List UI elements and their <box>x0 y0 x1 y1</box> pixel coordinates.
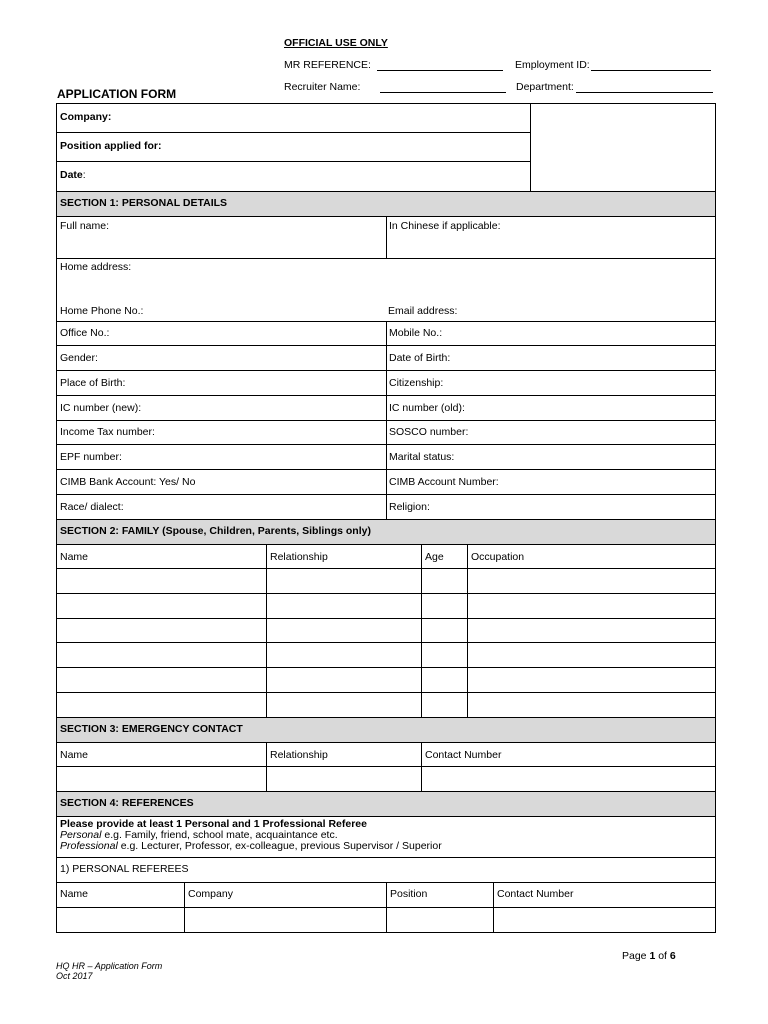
office-no-label: Office No.: <box>60 327 110 339</box>
table-row[interactable] <box>57 693 715 717</box>
table-row[interactable] <box>57 767 715 791</box>
employment-id-label: Employment ID: <box>515 59 590 71</box>
family-col-occupation: Occupation <box>471 551 525 563</box>
referee-col-contact: Contact Number <box>497 888 574 900</box>
income-tax-label: Income Tax number: <box>60 426 155 438</box>
referee-col-company: Company <box>188 888 233 900</box>
citizenship-label: Citizenship: <box>389 377 444 389</box>
emergency-col-name: Name <box>60 749 89 761</box>
recruiter-name-label: Recruiter Name: <box>284 81 361 93</box>
cimb-bank-account-label: CIMB Bank Account: Yes/ No <box>60 476 196 488</box>
home-phone-label: Home Phone No.: <box>60 305 144 317</box>
referee-col-name: Name <box>60 888 89 900</box>
page-number: Page 1 of 6 <box>622 950 676 962</box>
epf-label: EPF number: <box>60 451 122 463</box>
company-label: Company: <box>60 111 112 123</box>
mr-reference-label: MR REFERENCE: <box>284 59 371 71</box>
personal-referee-note: Personal e.g. Family, friend, school mate, acquaintance etc. <box>60 829 338 841</box>
position-label: Position applied for: <box>60 140 162 152</box>
full-name-label: Full name: <box>60 220 110 232</box>
chinese-name-label: In Chinese if applicable: <box>389 220 501 232</box>
table-row[interactable] <box>57 643 715 667</box>
section3-title: SECTION 3: EMERGENCY CONTACT <box>60 723 243 735</box>
emergency-col-relationship: Relationship <box>270 749 328 761</box>
professional-referee-note: Professional e.g. Lecturer, Professor, ex-colleague, previous Supervisor / Superior <box>60 840 442 852</box>
employment-id-line[interactable] <box>591 70 711 71</box>
emergency-col-contact: Contact Number <box>425 749 502 761</box>
email-label: Email address: <box>388 305 458 317</box>
date-label: Date: <box>60 169 86 181</box>
official-use-heading: OFFICIAL USE ONLY <box>284 37 388 49</box>
cimb-account-number-label: CIMB Account Number: <box>389 476 499 488</box>
photo-box <box>530 103 716 192</box>
recruiter-name-line[interactable] <box>380 92 506 93</box>
gender-label: Gender: <box>60 352 98 364</box>
place-of-birth-label: Place of Birth: <box>60 377 126 389</box>
race-label: Race/ dialect: <box>60 501 124 513</box>
table-row[interactable] <box>57 908 715 932</box>
family-col-name: Name <box>60 551 89 563</box>
references-instruction-block <box>60 819 442 852</box>
family-col-relationship: Relationship <box>270 551 328 563</box>
dob-label: Date of Birth: <box>389 352 451 364</box>
section4-title: SECTION 4: REFERENCES <box>60 797 194 809</box>
mr-reference-line[interactable] <box>377 70 503 71</box>
referee-col-position: Position <box>390 888 428 900</box>
family-col-age: Age <box>425 551 444 563</box>
home-address-label: Home address: <box>60 261 132 273</box>
religion-label: Religion: <box>389 501 430 513</box>
marital-status-label: Marital status: <box>389 451 455 463</box>
table-row[interactable] <box>57 594 715 618</box>
table-row[interactable] <box>57 619 715 642</box>
ic-old-label: IC number (old): <box>389 402 465 414</box>
department-line[interactable] <box>576 92 713 93</box>
sosco-label: SOSCO number: <box>389 426 469 438</box>
section1-title: SECTION 1: PERSONAL DETAILS <box>60 197 228 209</box>
ic-new-label: IC number (new): <box>60 402 142 414</box>
references-instruction: Please provide at least 1 Personal and 1 Professional Referee <box>60 818 367 830</box>
table-row[interactable] <box>57 668 715 692</box>
section2-title: SECTION 2: FAMILY (Spouse, Children, Parents, Siblings only) <box>60 525 371 537</box>
department-label: Department: <box>516 81 574 93</box>
table-row[interactable] <box>57 569 715 593</box>
form-title: APPLICATION FORM <box>57 87 177 101</box>
document-footer: HQ HR – Application Form Oct 2017 <box>56 961 163 981</box>
personal-referees-heading: 1) PERSONAL REFEREES <box>60 863 189 875</box>
mobile-no-label: Mobile No.: <box>389 327 443 339</box>
